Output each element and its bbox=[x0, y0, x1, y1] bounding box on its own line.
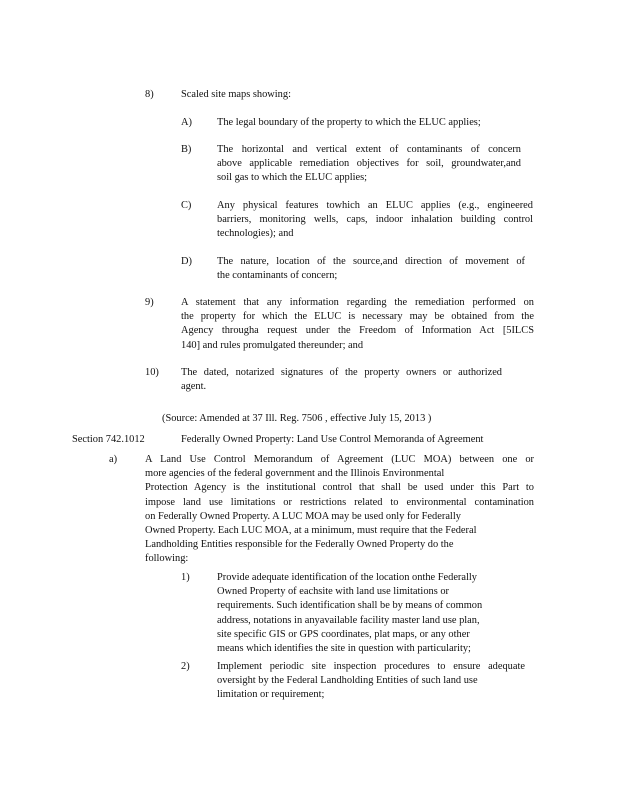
text-line: Provide adequate identification of the location onthe Federally bbox=[217, 572, 477, 583]
item-8b-label: B) bbox=[181, 144, 192, 155]
text-line: The horizontal and vertical extent of contaminants of concern bbox=[217, 144, 521, 155]
text-line: The nature, location of the source,and direction of movement of bbox=[217, 256, 525, 267]
text-line: The legal boundary of the property to which the ELUC applies; bbox=[217, 117, 481, 128]
item-8c-label: C) bbox=[181, 200, 192, 211]
text-line: The dated, notarized signatures of the property owners or authorized bbox=[181, 367, 502, 378]
item-2-text bbox=[217, 660, 525, 703]
item-9-text bbox=[181, 296, 534, 353]
text-line: limitation or requirement; bbox=[217, 689, 325, 701]
text-line: Protection Agency is the institutional control that shall be used under this Part to bbox=[145, 482, 534, 494]
item-8-label: 8) bbox=[145, 89, 154, 100]
text-line: requirements. Such identification shall be by means of common bbox=[217, 600, 483, 612]
text-line: Landholding Entities responsible for the Federally Owned Property do the bbox=[145, 539, 454, 551]
text-line: barriers, monitoring wells, caps, indoor inhalation building control bbox=[217, 214, 533, 226]
item-8b-text bbox=[217, 143, 521, 186]
text-line: technologies); and bbox=[217, 228, 294, 240]
text-line: following: bbox=[145, 553, 189, 565]
source-note: (Source: Amended at 37 Ill. Reg. 7506 , effective July 15, 2013 ) bbox=[162, 413, 432, 424]
text-line: the contaminants of concern; bbox=[217, 270, 338, 282]
para-a-label: a) bbox=[109, 454, 118, 465]
text-line: address, notations in anyavailable facility master land use plan, bbox=[217, 614, 480, 626]
text-line: Implement periodic site inspection procedures to ensure adequate bbox=[217, 661, 525, 672]
text-line: oversight by the Federal Landholding Entities of such land use bbox=[217, 675, 478, 687]
text-line: Owned Property of eachsite with land use limitations or bbox=[217, 586, 450, 598]
text-line: site specific GIS or GPS coordinates, plat maps, or any other bbox=[217, 628, 470, 640]
item-10-label: 10) bbox=[145, 367, 159, 378]
text-line: the property for which the ELUC is necessary may be obtained from the bbox=[181, 311, 534, 323]
item-8-text bbox=[181, 88, 291, 102]
text-line: impose land use limitations or restrictions related to environmental contamination bbox=[145, 496, 534, 508]
text-line: more agencies of the federal government and the Illinois Environmental bbox=[145, 468, 445, 480]
text-line: Owned Property. Each LUC MOA, at a minimum, must require that the Federal bbox=[145, 525, 477, 537]
item-1-label: 1) bbox=[181, 572, 190, 583]
text-line: soil gas to which the ELUC applies; bbox=[217, 172, 368, 184]
text-line: 140] and rules promulgated thereunder; and bbox=[181, 339, 364, 351]
section-title: Federally Owned Property: Land Use Control Memoranda of Agreement bbox=[181, 434, 484, 445]
text-line: on Federally Owned Property. A LUC MOA may be used only for Federally bbox=[145, 510, 461, 522]
item-9-label: 9) bbox=[145, 297, 154, 308]
text-line: Scaled site maps showing: bbox=[181, 89, 291, 100]
text-line: agent. bbox=[181, 381, 207, 393]
item-8a-text bbox=[217, 116, 481, 130]
item-8d-label: D) bbox=[181, 256, 192, 267]
item-2-label: 2) bbox=[181, 661, 190, 672]
text-line: above applicable remediation objectives for soil, groundwater,and bbox=[217, 158, 521, 170]
text-line: A statement that any information regarding the remediation performed on bbox=[181, 297, 534, 308]
text-line: Agency througha request under the Freedom of Information Act [5ILCS bbox=[181, 325, 534, 337]
item-10-text bbox=[181, 366, 502, 394]
section-number: Section 742.1012 bbox=[72, 434, 145, 445]
para-a-text bbox=[145, 453, 534, 567]
text-line: means which identifies the site in question with particularity; bbox=[217, 643, 471, 655]
item-8d-text bbox=[217, 255, 525, 283]
item-1-text bbox=[217, 571, 510, 656]
text-line: A Land Use Control Memorandum of Agreement (LUC MOA) between one or bbox=[145, 454, 534, 465]
item-8a-label: A) bbox=[181, 117, 192, 128]
item-8c-text bbox=[217, 199, 533, 242]
text-line: Any physical features towhich an ELUC applies (e.g., engineered bbox=[217, 200, 533, 211]
